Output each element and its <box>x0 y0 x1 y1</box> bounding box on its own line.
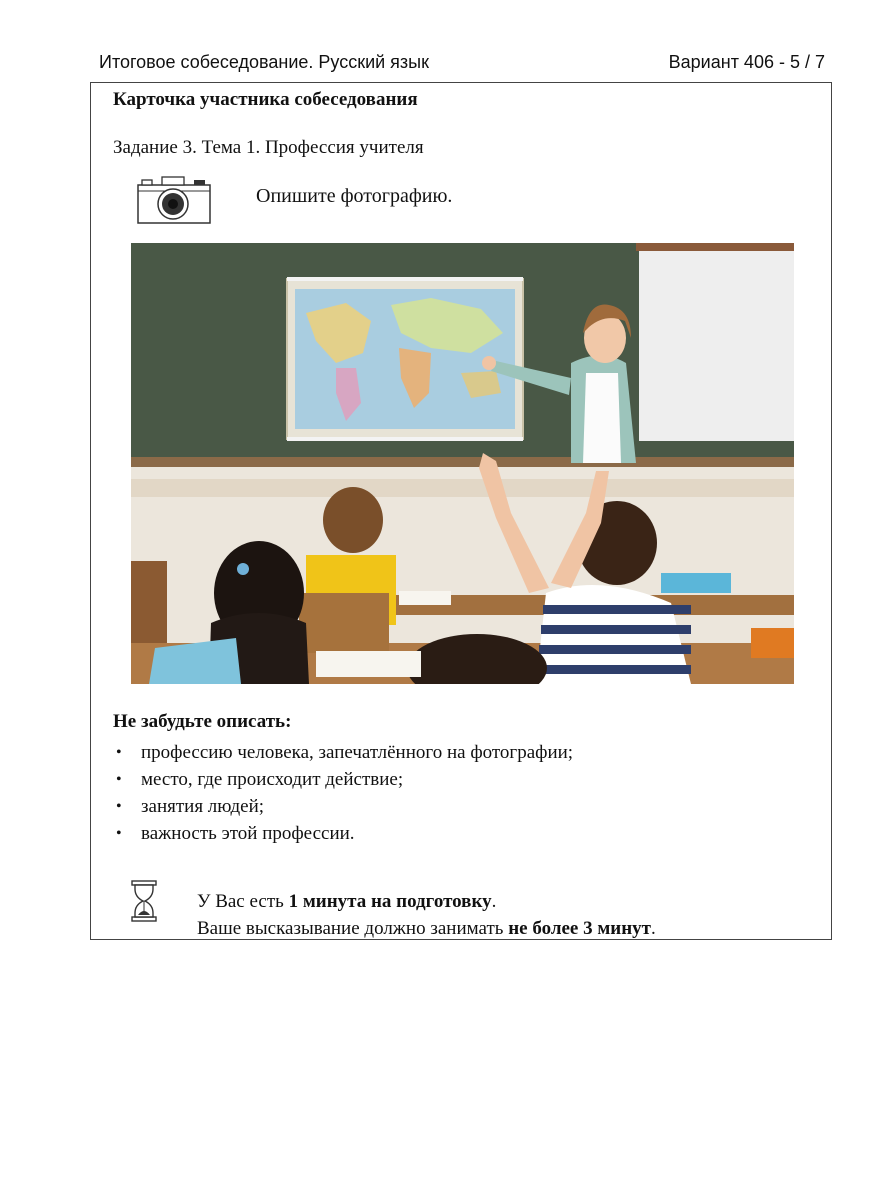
instruction-text: Опишите фотографию. <box>256 185 453 207</box>
participant-card <box>90 82 832 940</box>
answer-time-pre: Ваше высказывание должно занимать <box>197 918 509 939</box>
answer-time-text <box>197 918 656 940</box>
header-title: Итоговое собеседование. Русский язык <box>99 52 429 72</box>
task-title: Задание 3. Тема 1. Профессия учителя <box>113 137 424 158</box>
camera-icon <box>136 175 212 225</box>
list-item: • профессию человека, запечатлённого на фотографии; <box>116 742 574 763</box>
bullet-text: профессию человека, запечатлённого на фотографии; <box>141 742 574 763</box>
answer-time-bold: не более 3 минут <box>508 918 652 939</box>
list-item: • место, где происходит действие; <box>116 769 404 790</box>
classroom-photo <box>131 243 794 684</box>
bullet-list <box>113 739 573 847</box>
list-item: • занятия людей; <box>116 796 265 817</box>
bullet-text: занятия людей; <box>141 796 265 817</box>
prep-time-text <box>197 891 496 913</box>
remember-title: Не забудьте описать: <box>113 711 292 732</box>
answer-time-post: . <box>651 918 656 939</box>
hourglass-icon <box>131 880 157 922</box>
prep-time-bold: 1 минута на подготовку <box>288 891 492 912</box>
prep-time-pre: У Вас есть <box>197 891 289 912</box>
bullet-text: важность этой профессии. <box>141 823 355 844</box>
card-title: Карточка участника собеседования <box>113 89 418 110</box>
bullet-text: место, где происходит действие; <box>141 769 404 790</box>
list-item: • важность этой профессии. <box>116 823 355 844</box>
header-variant: Вариант 406 - 5 / 7 <box>668 52 825 72</box>
prep-time-post: . <box>491 891 497 912</box>
